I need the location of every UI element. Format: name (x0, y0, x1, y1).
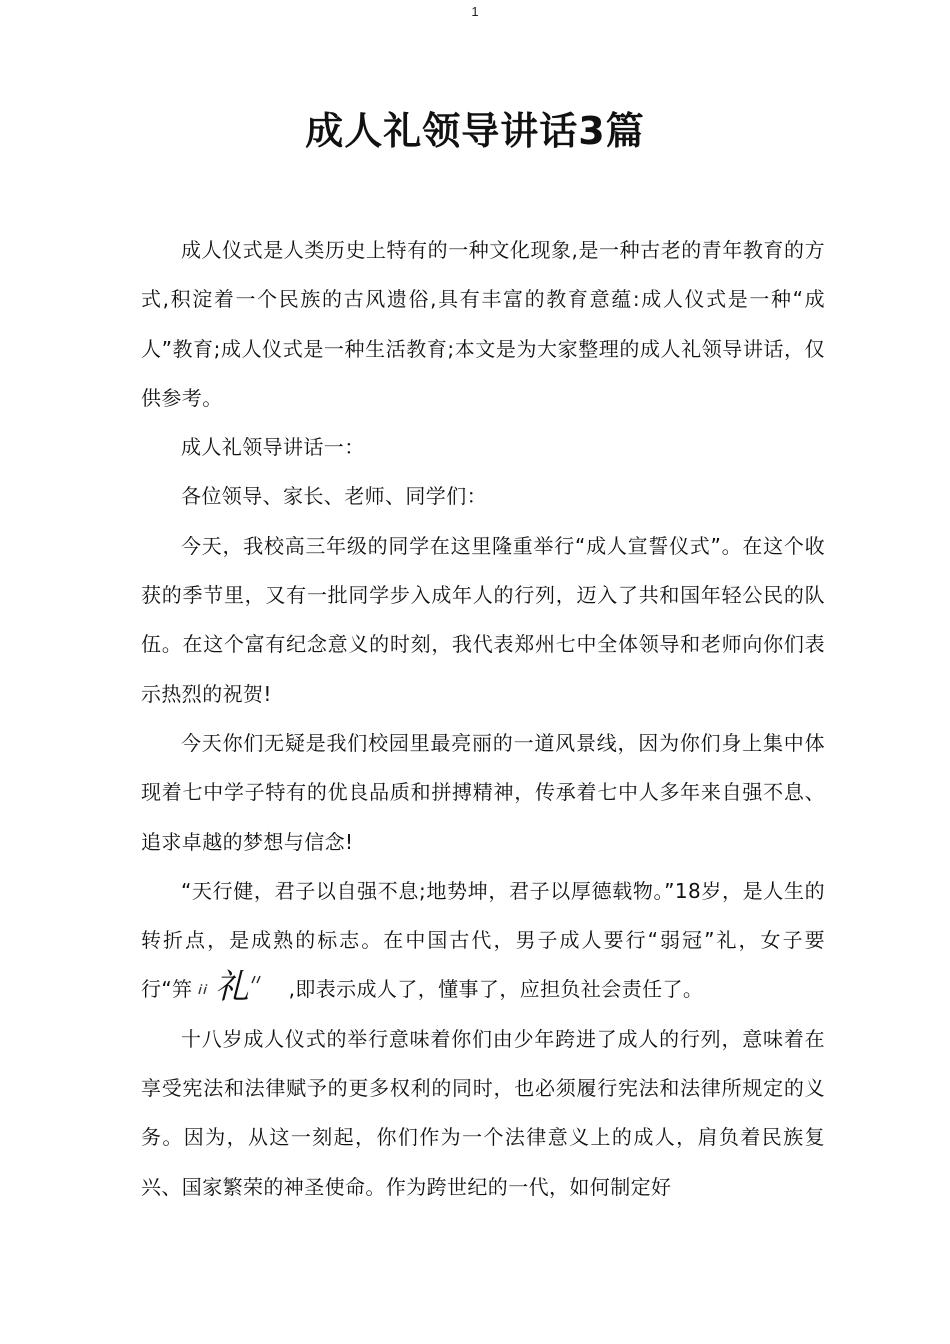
paragraph-rights: 十八岁成人仪式的举行意味着你们由少年跨进了成人的行列，意味着在享受宪法和法律赋予的更多权利的同时，也必须履行宪法和法律所规定的义务。因为，从这一刻起，你们作为一个法律意义上的成人，肩负着民族复兴、国家繁荣的神圣使命。作为跨世纪的一代，如何制定好 (141, 1026, 825, 1199)
document-body (141, 226, 825, 1212)
paragraph-landscape: 今天你们无疑是我们校园里最亮丽的一道风景线，因为你们身上集中体现着七中学子特有的优良品质和拼搏精神，传承着七中人多年来自强不息、追求卓越的梦想与信念! (141, 730, 825, 854)
paragraph-intro: 成人仪式是人类历史上特有的一种文化现象,是一种古老的青年教育的方式,积淀着一个民族的古风遗俗,具有丰富的教育意蕴:成人仪式是一种“成人”教育;成人仪式是一种生活教育;本文是为大家整理的成人礼领导讲话，仅供参考。 (141, 238, 825, 410)
paragraph-ceremony (141, 867, 825, 1015)
document-title: 成人礼领导讲话3篇 (305, 109, 645, 153)
paragraph-ceremony-text: “天行健，君子以自强不息;地势坤，君子以厚德载物。”18岁，是人生的转折点，是成熟的标志。在中国古代，男子成人要行“弱冠”礼，女子要行“笄 (141, 878, 825, 1002)
paragraph-salutation: 各位领导、家长、老师、同学们： (181, 484, 487, 509)
handwritten-li-mark (193, 967, 289, 1007)
page-number: 1 (471, 4, 479, 19)
paragraph-ceremony-tail: ,即表示成人了，懂事了，应担负社会责任了。 (288, 977, 704, 1002)
paragraph-opening: 今天，我校高三年级的同学在这里隆重举行“成人宣誓仪式”。在这个收获的季节里，又有一批同学步入成年人的行列，迈入了共和国年轻公民的队伍。在这个富有纪念意义的时刻，我代表郑州七中全体领导和老师向你们表示热烈的祝贺! (141, 533, 825, 706)
paragraph-speech-heading: 成人礼领导讲话一： (181, 435, 365, 460)
handwritten-li-text: 礼 (214, 967, 249, 1007)
